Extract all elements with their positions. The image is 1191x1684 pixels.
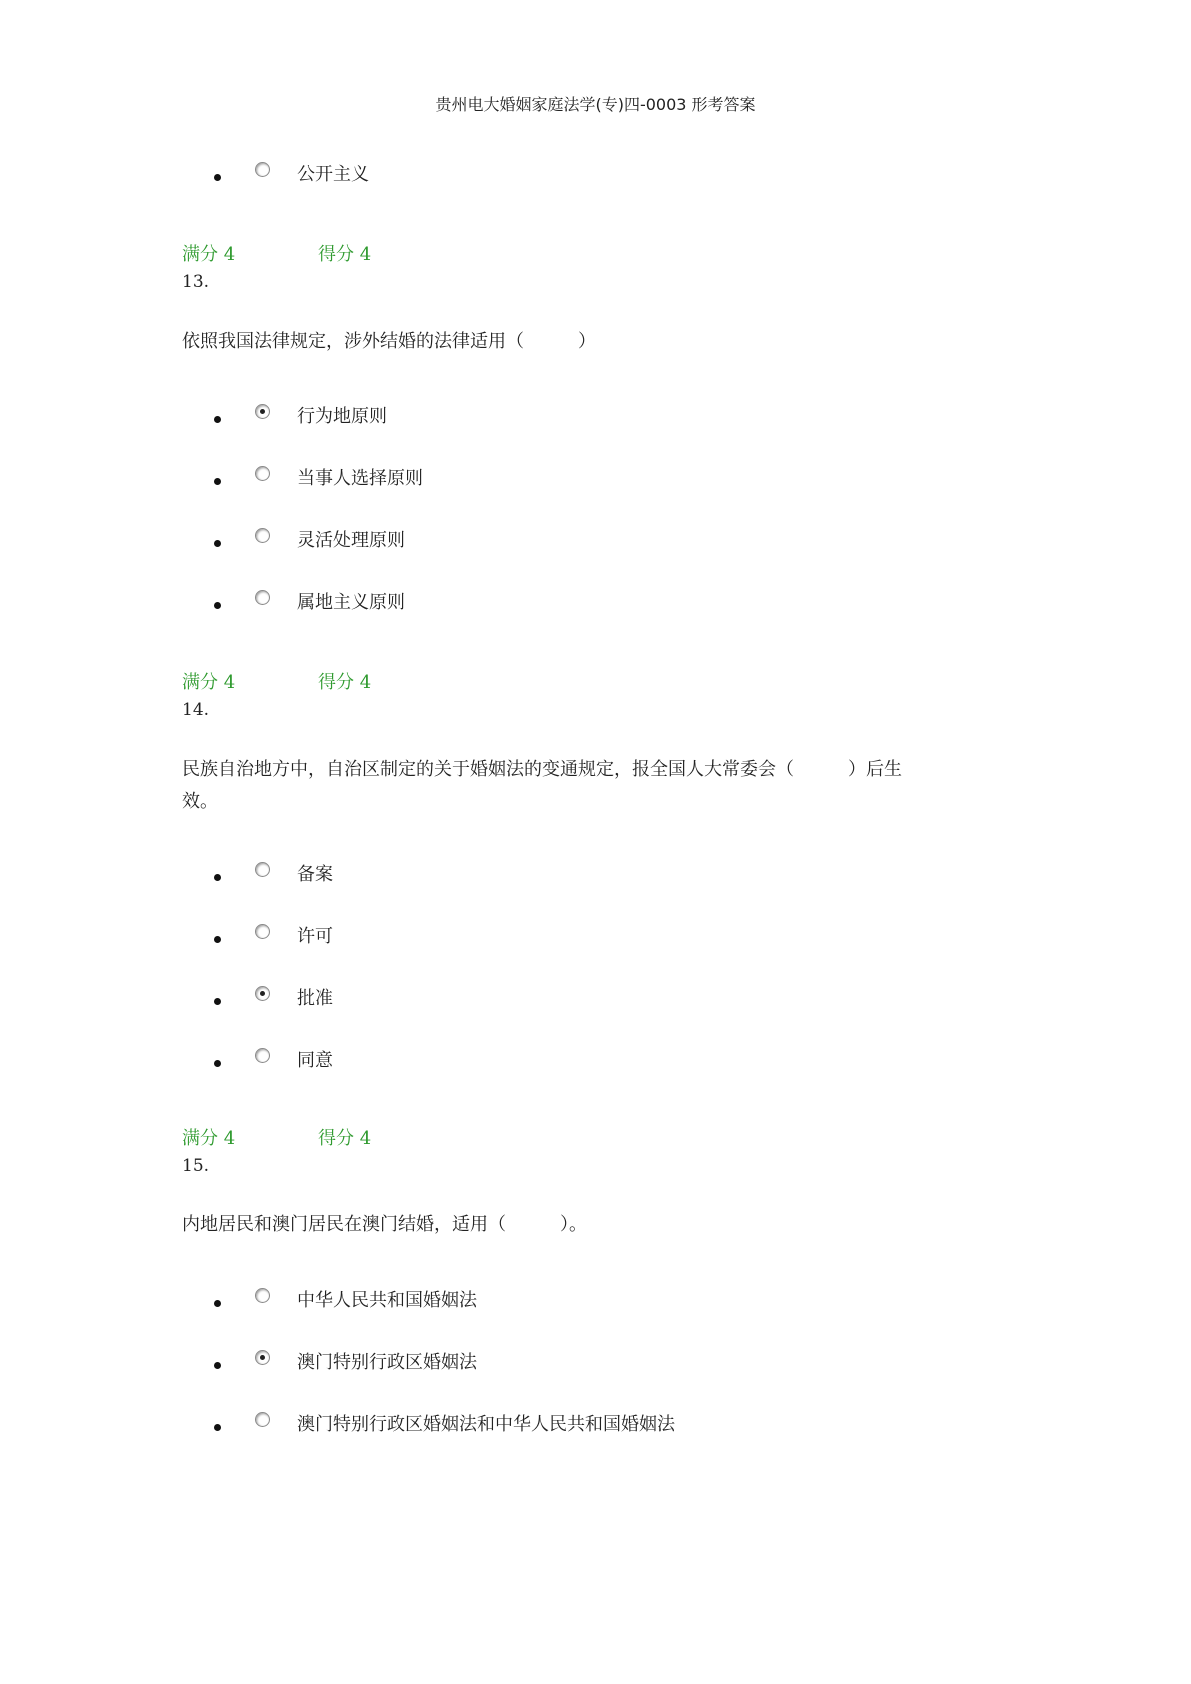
bullet (214, 936, 221, 943)
full-score: 满分 4 (182, 672, 236, 693)
bullet (214, 1060, 221, 1067)
question-text: 内地居民和澳门居民在澳门结婚，适用（ ）。 (182, 1214, 587, 1235)
radio-button[interactable] (255, 1288, 270, 1303)
bullet (214, 1424, 221, 1431)
option-label: 行为地原则 (297, 406, 387, 427)
bullet (214, 602, 221, 609)
radio-button[interactable] (255, 924, 270, 939)
radio-button[interactable] (255, 162, 270, 177)
earned-score: 得分 4 (318, 244, 372, 265)
page-header: 贵州电大婚姻家庭法学(专)四-0003 形考答案 (435, 95, 756, 114)
option-label: 批准 (297, 988, 333, 1009)
question-number: 13. (182, 272, 210, 292)
question-number: 15. (182, 1156, 210, 1176)
question-text-line: 民族自治地方中，自治区制定的关于婚姻法的变通规定，报全国人大常委会（ ）后生 (182, 759, 902, 780)
score-line (182, 668, 372, 694)
radio-button[interactable] (255, 590, 270, 605)
question-text: 依照我国法律规定，涉外结婚的法律适用（ ） (182, 331, 596, 352)
option-label: 中华人民共和国婚姻法 (297, 1290, 477, 1311)
radio-button[interactable] (255, 1350, 270, 1365)
bullet (214, 1362, 221, 1369)
radio-button[interactable] (255, 862, 270, 877)
option-label: 灵活处理原则 (297, 530, 405, 551)
bullet (214, 174, 221, 181)
bullet (214, 998, 221, 1005)
option-label: 属地主义原则 (297, 592, 405, 613)
radio-button[interactable] (255, 1048, 270, 1063)
full-score: 满分 4 (182, 244, 236, 265)
option-label: 公开主义 (297, 164, 369, 185)
score-line (182, 240, 372, 266)
option-label: 澳门特别行政区婚姻法 (297, 1352, 477, 1373)
radio-button[interactable] (255, 1412, 270, 1427)
score-line (182, 1124, 372, 1150)
question-text-line: 效。 (182, 791, 218, 812)
option-label: 当事人选择原则 (297, 468, 423, 489)
question-text (182, 754, 1002, 818)
bullet (214, 478, 221, 485)
bullet (214, 1300, 221, 1307)
question-number: 14. (182, 700, 210, 720)
radio-button[interactable] (255, 466, 270, 481)
radio-button[interactable] (255, 404, 270, 419)
option-label: 许可 (297, 926, 333, 947)
full-score: 满分 4 (182, 1128, 236, 1149)
radio-button[interactable] (255, 986, 270, 1001)
earned-score: 得分 4 (318, 672, 372, 693)
option-label: 澳门特别行政区婚姻法和中华人民共和国婚姻法 (297, 1414, 675, 1435)
bullet (214, 874, 221, 881)
earned-score: 得分 4 (318, 1128, 372, 1149)
option-label: 同意 (297, 1050, 333, 1071)
bullet (214, 540, 221, 547)
option-label: 备案 (297, 864, 333, 885)
bullet (214, 416, 221, 423)
radio-button[interactable] (255, 528, 270, 543)
